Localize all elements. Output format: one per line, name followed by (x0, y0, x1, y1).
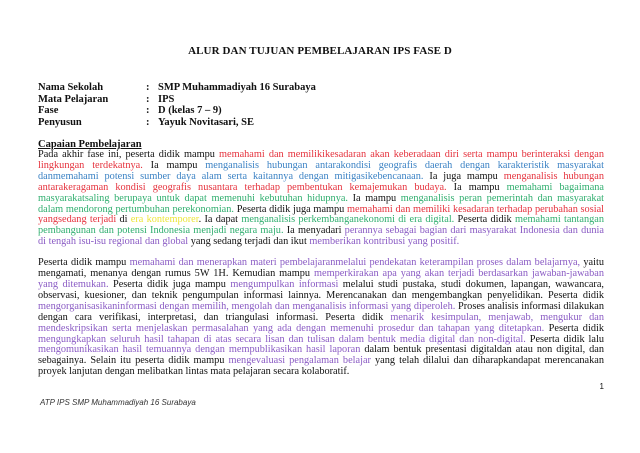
document-title: ALUR DAN TUJUAN PEMBELAJARAN IPS FASE D (188, 45, 452, 57)
info-row-phase (38, 105, 316, 117)
info-value: SMP Muhammadiyah 16 Surabaya (158, 82, 316, 93)
highlighted-text-segment: memahami dan menerapkan materi pembelajaranmelalui pendekatan keterampilan proses dalam belajarnya, (129, 257, 581, 269)
highlighted-text-segment: memberikan kontribusi yang positif. (309, 236, 460, 248)
text-segment: Peserta didik mampu (38, 257, 130, 269)
info-label: Fase (38, 105, 59, 116)
highlighted-text-segment: menarik kesimpulan, menjawab, mengukur dan mendeskripsikan serta menjelaskan permasalahan yang ada dengan memenuhi prosedur dan tahapan yang ditetapkan. (38, 311, 604, 334)
info-row-subject (38, 94, 316, 106)
text-segment: . Ia dapat (198, 214, 242, 226)
highlighted-text-segment: mengorganisasikaninformasi dengan memilih, mengolah dan menganalisis informasi yang diperoleh. (38, 300, 456, 312)
info-label: Mata Pelajaran (38, 93, 109, 105)
text-segment: yang telah dilalui dan diharapkandapat merencanakan proyek lanjutan dengan melibatkan lintas mata pelajaran secara kolaboratif. (38, 355, 604, 378)
section-heading: Capaian Pembelajaran (38, 139, 142, 150)
highlighted-text-segment: mengungkapkan seluruh hasil tahapan di atas secara lisan dan tulisan dalam bentuk media digital dan non-digital. (38, 333, 526, 345)
text-segment: Peserta didik juga mampu (108, 278, 231, 290)
info-separator: : (146, 93, 150, 105)
text-segment: Ia mampu (348, 192, 401, 204)
info-value: Yayuk Novitasari, SE (158, 116, 254, 128)
text-segment: Ia menyadari (283, 225, 345, 237)
highlighted-text-segment: menganalisis hubungan antarakondisi geografis daerah dengan karakteristik masyarakat danmemahami potensi sumber daya alam serta kaitannya dengan mitigasikebencanaan. (38, 159, 604, 182)
highlighted-text-segment: memahami bagaimana masyarakatsaling berupaya untuk dapat memenuhi kebutuhan hidupnya. (38, 181, 605, 204)
text-segment: dalam bentuk presentasi digitaldan atau non digital, dan sebagainya. Selain itu peserta didik mampu (38, 344, 604, 367)
highlighted-text-segment: memperkirakan apa yang akan terjadi berdasarkan jawaban-jawaban yang ditemukan. (38, 268, 604, 290)
text-segment: Ia mampu (142, 159, 206, 171)
text-segment: yang sedang terjadi dan ikut (188, 236, 310, 248)
info-value: D (kelas 7 – 9) (158, 105, 222, 116)
info-value: IPS (158, 93, 175, 105)
document-info (38, 82, 316, 128)
highlighted-text-segment: memahami dan memilikikesadaran akan keberadaan diri serta mampu berinteraksi dengan lingkungan terdekatnya. (38, 149, 604, 171)
highlighted-text-segment: era kontemporer (130, 214, 199, 226)
paragraph-capaian-2 (38, 258, 604, 378)
text-segment: Ia juga mampu (423, 170, 504, 182)
info-row-school (38, 82, 316, 94)
text-segment: Peserta didik lalu (525, 333, 604, 345)
text-segment: Peserta didik (454, 214, 515, 226)
page-footer: ATP IPS SMP Muhammadiyah 16 Surabaya (40, 398, 196, 408)
info-label: Nama Sekolah (38, 82, 104, 93)
text-segment: Pada akhir fase ini, peserta didik mampu (38, 149, 219, 160)
highlighted-text-segment: menganalisis hubungan antarakeragaman kondisi geografis nusantara terhadap pembentukan kemajemukan budaya. (38, 170, 604, 193)
text-segment: yaitu mengamati, menanya dengan rumus 5W 1H. Kemudian mampu (38, 257, 604, 280)
text-segment: Ia mampu (446, 181, 507, 193)
paragraph-capaian-1 (38, 150, 604, 248)
text-segment: Proses analisis informasi dilakukan dengan cara verifikasi, interpretasi, dan triangulasi informasi. Peserta didik (38, 300, 604, 323)
text-segment: Peserta didik juga mampu (233, 203, 348, 215)
highlighted-text-segment: mengumpulkan informasi (230, 278, 339, 290)
info-separator: : (146, 116, 150, 128)
highlighted-text-segment: perannya sebagai bagian dari masyarakat Indonesia dan dunia di tengah isu-isu regional dan global (38, 225, 604, 248)
info-separator: : (146, 105, 150, 116)
highlighted-text-segment: memahami tantangan pembangunan dan potensi Indonesia menjadi negara maju. (38, 214, 604, 237)
highlighted-text-segment: mengevaluasi pengalaman belajar (228, 355, 371, 367)
highlighted-text-segment: menganalisis perkembanganekonomi di era digital. (241, 214, 455, 226)
info-row-author (38, 117, 316, 129)
text-segment: di (116, 214, 131, 226)
document-body (38, 139, 604, 408)
highlighted-text-segment: memahami dan memiliki kesadaran terhadap perubahan sosial yangsedang terjadi (38, 203, 605, 226)
text-segment: melalui studi pustaka, studi dokumen, lapangan, wawancara, observasi, kuesioner, dan teknik pengumpulan informasi lainnya. Merencanakan dan mengembangkan penyelidikan. Peserta didik (38, 278, 604, 301)
highlighted-text-segment: mengomunikasikan hasil temuannya dengan mempublikasikan hasil laporan (38, 344, 361, 356)
text-segment: Peserta didik (544, 322, 604, 334)
info-separator: : (146, 82, 150, 93)
info-label: Penyusun (38, 116, 82, 128)
highlighted-text-segment: menganalisis peran pemerintah dan masyarakat dalam mendorong pertumbuhan perekonomian. (38, 192, 604, 215)
page-number: 1 (599, 382, 604, 392)
